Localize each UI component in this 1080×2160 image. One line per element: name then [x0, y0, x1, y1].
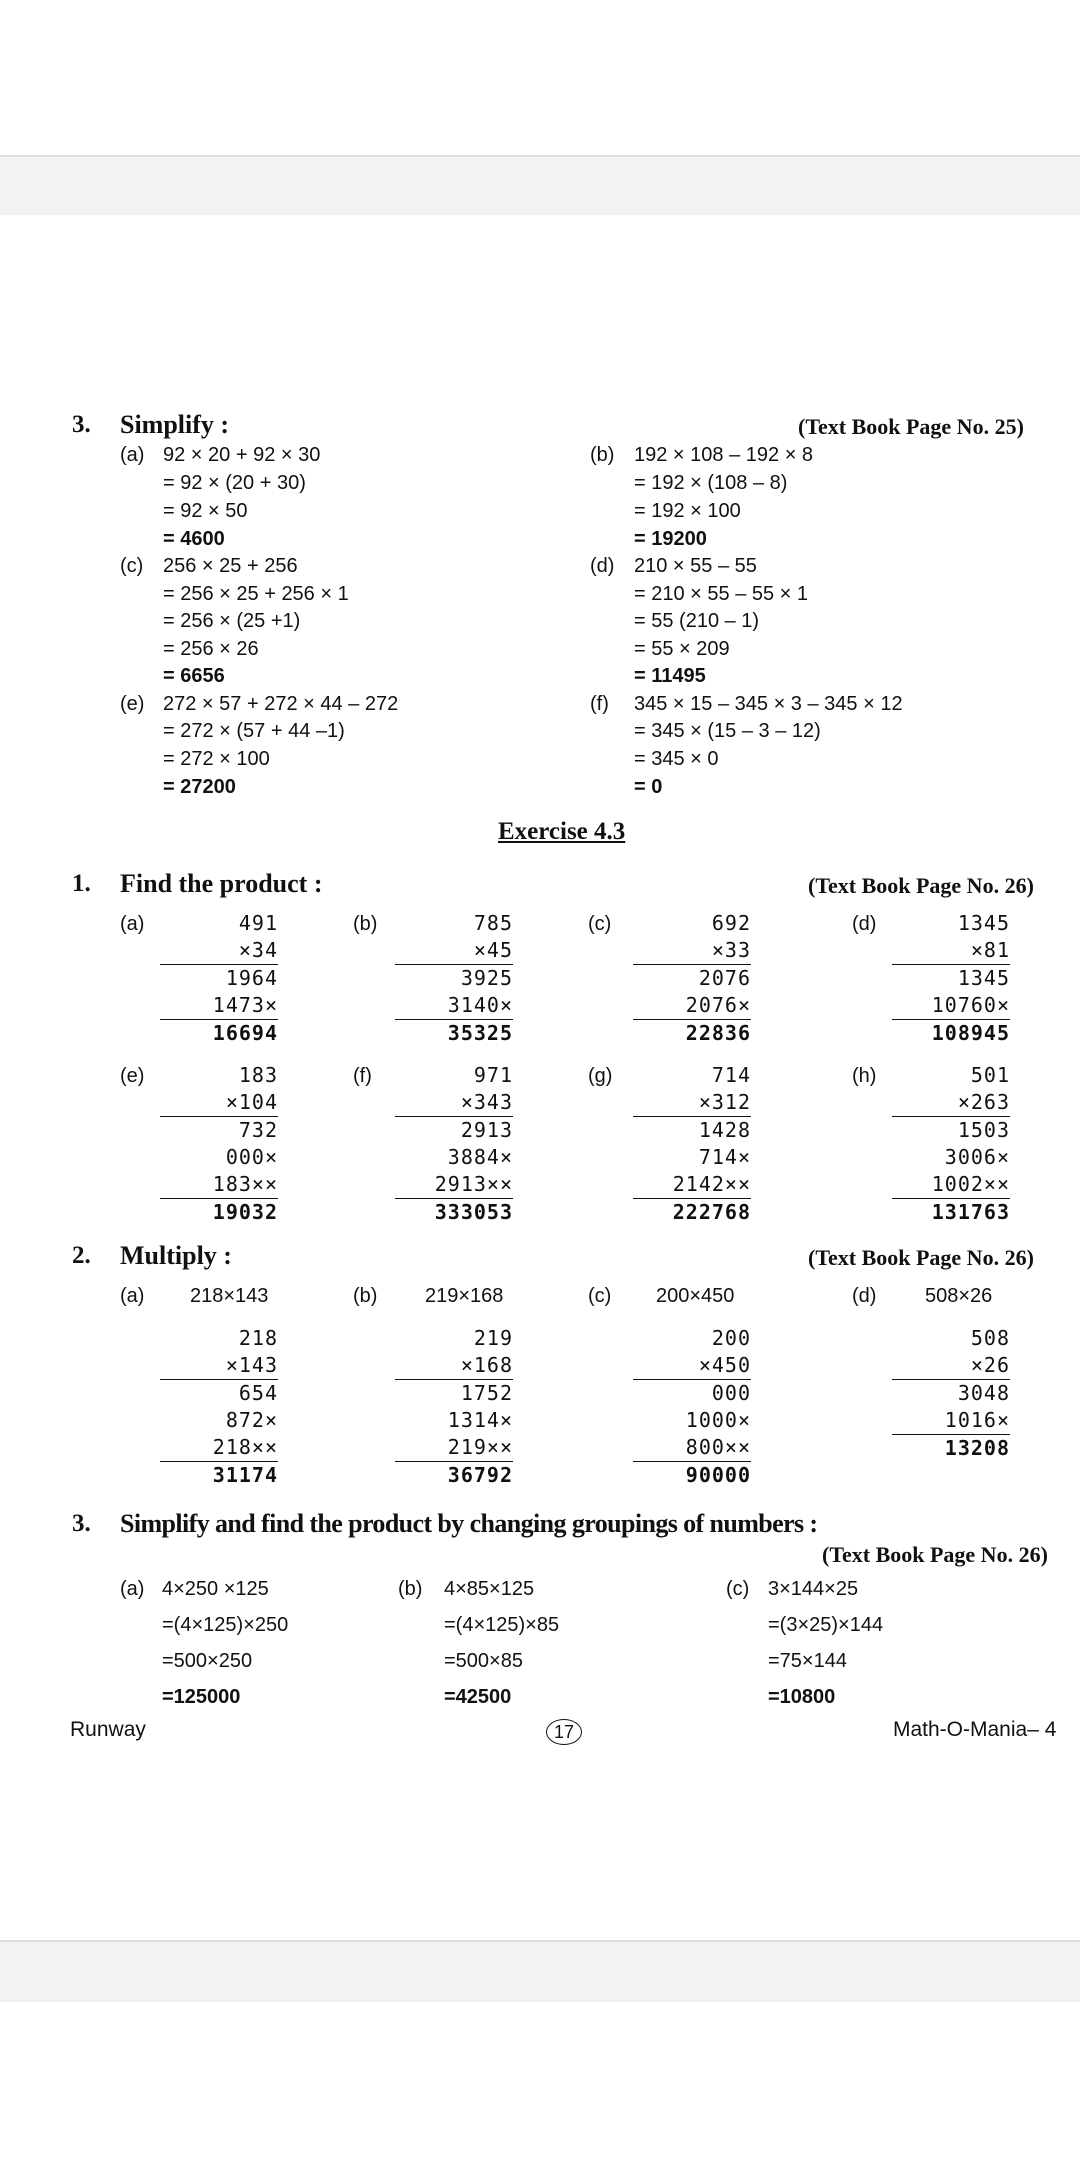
part-label: (f): [590, 693, 609, 715]
part-label: (d): [852, 913, 877, 935]
multiplier: ×263: [892, 1089, 1010, 1117]
question-number: 3.: [72, 1510, 91, 1537]
part-label: (b): [353, 913, 378, 935]
answer-line: =10800: [768, 1686, 836, 1708]
partial-product: 1000×: [685, 1408, 751, 1432]
question-expression: 219×168: [425, 1285, 504, 1307]
expression-line: = 92 × (20 + 30): [163, 472, 306, 494]
textbook-reference: (Text Book Page No. 25): [798, 414, 1024, 439]
multiplier: ×33: [633, 937, 751, 965]
textbook-reference: (Text Book Page No. 26): [808, 873, 1034, 898]
partial-product: 2913: [460, 1118, 513, 1142]
partial-product: 3925: [460, 966, 513, 990]
multiplicand: 971: [473, 1063, 513, 1087]
multiplier: ×34: [160, 937, 278, 965]
textbook-reference: (Text Book Page No. 26): [822, 1542, 1048, 1567]
viewer-gap-bottom: [0, 1940, 1080, 2002]
part-label: (c): [726, 1578, 750, 1600]
partial-product: 654: [238, 1381, 278, 1405]
partial-product: 1428: [698, 1118, 751, 1142]
expression-line: = 210 × 55 – 55 × 1: [634, 583, 809, 605]
expression-line: 4×85×125: [444, 1578, 535, 1600]
part-label: (b): [398, 1578, 423, 1600]
product-result: 131763: [931, 1200, 1010, 1224]
multiplicand: 692: [711, 911, 751, 935]
part-label: (c): [588, 913, 612, 935]
partial-product: 1345: [957, 966, 1010, 990]
expression-line: 192 × 108 – 192 × 8: [634, 444, 814, 466]
expression-line: = 192 × (108 – 8): [634, 472, 788, 494]
expression-line: =(4×125)×250: [162, 1614, 289, 1636]
question-title: Find the product :: [120, 869, 323, 898]
multiplier: ×81: [892, 937, 1010, 965]
question-title: Simplify :: [120, 410, 230, 439]
expression-line: = 272 × (57 + 44 –1): [163, 720, 345, 742]
multiplication-working: [395, 910, 513, 1047]
answer-line: = 6656: [163, 665, 225, 687]
multiplier: ×45: [395, 937, 513, 965]
partial-product: 2076: [698, 966, 751, 990]
partial-product: 714×: [698, 1145, 751, 1169]
product-result: 90000: [685, 1463, 751, 1487]
part-label: (a): [120, 1578, 145, 1600]
question-expression: 200×450: [656, 1285, 735, 1307]
textbook-reference: (Text Book Page No. 26): [808, 1245, 1034, 1270]
part-label: (c): [120, 555, 144, 577]
question-expression: 508×26: [925, 1285, 993, 1307]
answer-line: =125000: [162, 1686, 241, 1708]
multiplicand: 218: [238, 1326, 278, 1350]
partial-product: 000×: [225, 1145, 278, 1169]
expression-line: =500×250: [162, 1650, 253, 1672]
part-label: (a): [120, 444, 145, 466]
product-result: 16694: [212, 1021, 278, 1045]
partial-product: 3048: [957, 1381, 1010, 1405]
part-label: (e): [120, 1065, 145, 1087]
product-result: 19032: [212, 1200, 278, 1224]
partial-product: 000: [711, 1381, 751, 1405]
answer-line: = 27200: [163, 776, 236, 798]
question-number: 2.: [72, 1242, 91, 1269]
expression-line: = 345 × 0: [634, 748, 719, 770]
partial-product: 2076×: [633, 992, 751, 1020]
viewer-gap-top: [0, 155, 1080, 215]
partial-product: 3140×: [395, 992, 513, 1020]
partial-product: 219××: [395, 1434, 513, 1462]
product-result: 36792: [447, 1463, 513, 1487]
multiplier: ×343: [395, 1089, 513, 1117]
partial-product: 218××: [160, 1434, 278, 1462]
expression-line: = 192 × 100: [634, 500, 741, 522]
partial-product: 2913××: [395, 1171, 513, 1199]
multiplication-working: [633, 910, 751, 1047]
expression-line: =(4×125)×85: [444, 1614, 560, 1636]
partial-product: 1473×: [160, 992, 278, 1020]
product-result: 108945: [931, 1021, 1010, 1045]
answer-line: =42500: [444, 1686, 512, 1708]
partial-product: 183××: [160, 1171, 278, 1199]
multiplication-working: [160, 910, 278, 1047]
partial-product: 2142××: [633, 1171, 751, 1199]
multiplicand: 183: [238, 1063, 278, 1087]
part-label: (b): [353, 1285, 378, 1307]
footer-book-title: Math-O-Mania– 4: [893, 1718, 1057, 1741]
multiplication-working: [892, 1325, 1010, 1462]
partial-product: 1314×: [447, 1408, 513, 1432]
multiplication-working: [633, 1325, 751, 1489]
multiplication-working: [160, 1325, 278, 1489]
partial-product: 1964: [225, 966, 278, 990]
multiplication-working: [160, 1062, 278, 1226]
expression-line: = 256 × (25 +1): [163, 610, 301, 632]
product-result: 333053: [434, 1200, 513, 1224]
expression-line: = 272 × 100: [163, 748, 270, 770]
multiplicand: 501: [970, 1063, 1010, 1087]
multiplication-working: [395, 1062, 513, 1226]
expression-line: = 55 × 209: [634, 638, 730, 660]
expression-line: 272 × 57 + 272 × 44 – 272: [163, 693, 399, 715]
product-result: 13208: [944, 1436, 1010, 1460]
multiplicand: 508: [970, 1326, 1010, 1350]
expression-line: =(3×25)×144: [768, 1614, 884, 1636]
question-title: Multiply :: [120, 1241, 232, 1270]
multiplication-working: [892, 1062, 1010, 1226]
answer-line: = 4600: [163, 528, 225, 550]
expression-line: 345 × 15 – 345 × 3 – 345 × 12: [634, 693, 903, 715]
partial-product: 1503: [957, 1118, 1010, 1142]
partial-product: 10760×: [892, 992, 1010, 1020]
multiplier: ×104: [160, 1089, 278, 1117]
multiplier: ×450: [633, 1352, 751, 1380]
expression-line: 3×144×25: [768, 1578, 859, 1600]
part-label: (d): [852, 1285, 877, 1307]
partial-product: 1002××: [892, 1171, 1010, 1199]
part-label: (d): [590, 555, 615, 577]
partial-product: 732: [238, 1118, 278, 1142]
expression-line: =500×85: [444, 1650, 523, 1672]
part-label: (a): [120, 913, 145, 935]
part-label: (b): [590, 444, 615, 466]
expression-line: 92 × 20 + 92 × 30: [163, 444, 321, 466]
expression-line: = 345 × (15 – 3 – 12): [634, 720, 821, 742]
expression-line: = 256 × 25 + 256 × 1: [163, 583, 349, 605]
multiplicand: 714: [711, 1063, 751, 1087]
question-number: 1.: [72, 870, 91, 897]
page-number: 17: [546, 1719, 582, 1745]
part-label: (h): [852, 1065, 877, 1087]
multiplication-working: [395, 1325, 513, 1489]
answer-line: = 19200: [634, 528, 707, 550]
product-result: 35325: [447, 1021, 513, 1045]
expression-line: = 256 × 26: [163, 638, 259, 660]
multiplicand: 1345: [957, 911, 1010, 935]
product-result: 31174: [212, 1463, 278, 1487]
part-label: (f): [353, 1065, 372, 1087]
question-number: 3.: [72, 411, 91, 438]
partial-product: 3884×: [447, 1145, 513, 1169]
partial-product: 1752: [460, 1381, 513, 1405]
question-expression: 218×143: [190, 1285, 269, 1307]
partial-product: 800××: [633, 1434, 751, 1462]
answer-line: = 0: [634, 776, 663, 798]
product-result: 22836: [685, 1021, 751, 1045]
part-label: (e): [120, 693, 145, 715]
footer-publisher: Runway: [70, 1718, 146, 1741]
expression-line: 4×250 ×125: [162, 1578, 269, 1600]
part-label: (c): [588, 1285, 612, 1307]
expression-line: 210 × 55 – 55: [634, 555, 757, 577]
multiplier: ×312: [633, 1089, 751, 1117]
expression-line: =75×144: [768, 1650, 847, 1672]
exercise-title: Exercise 4.3: [498, 818, 626, 845]
expression-line: = 92 × 50: [163, 500, 248, 522]
multiplication-working: [633, 1062, 751, 1226]
multiplication-working: [892, 910, 1010, 1047]
multiplicand: 219: [473, 1326, 513, 1350]
multiplicand: 200: [711, 1326, 751, 1350]
partial-product: 1016×: [892, 1407, 1010, 1435]
multiplier: ×168: [395, 1352, 513, 1380]
multiplicand: 491: [238, 911, 278, 935]
partial-product: 3006×: [944, 1145, 1010, 1169]
product-result: 222768: [672, 1200, 751, 1224]
multiplicand: 785: [473, 911, 513, 935]
partial-product: 872×: [225, 1408, 278, 1432]
part-label: (g): [588, 1065, 613, 1087]
answer-line: = 11495: [634, 665, 706, 687]
multiplier: ×26: [892, 1352, 1010, 1380]
expression-line: = 55 (210 – 1): [634, 610, 760, 632]
part-label: (a): [120, 1285, 145, 1307]
multiplier: ×143: [160, 1352, 278, 1380]
question-title: Simplify and find the product by changing groupings of numbers :: [120, 1509, 818, 1538]
expression-line: 256 × 25 + 256: [163, 555, 298, 577]
